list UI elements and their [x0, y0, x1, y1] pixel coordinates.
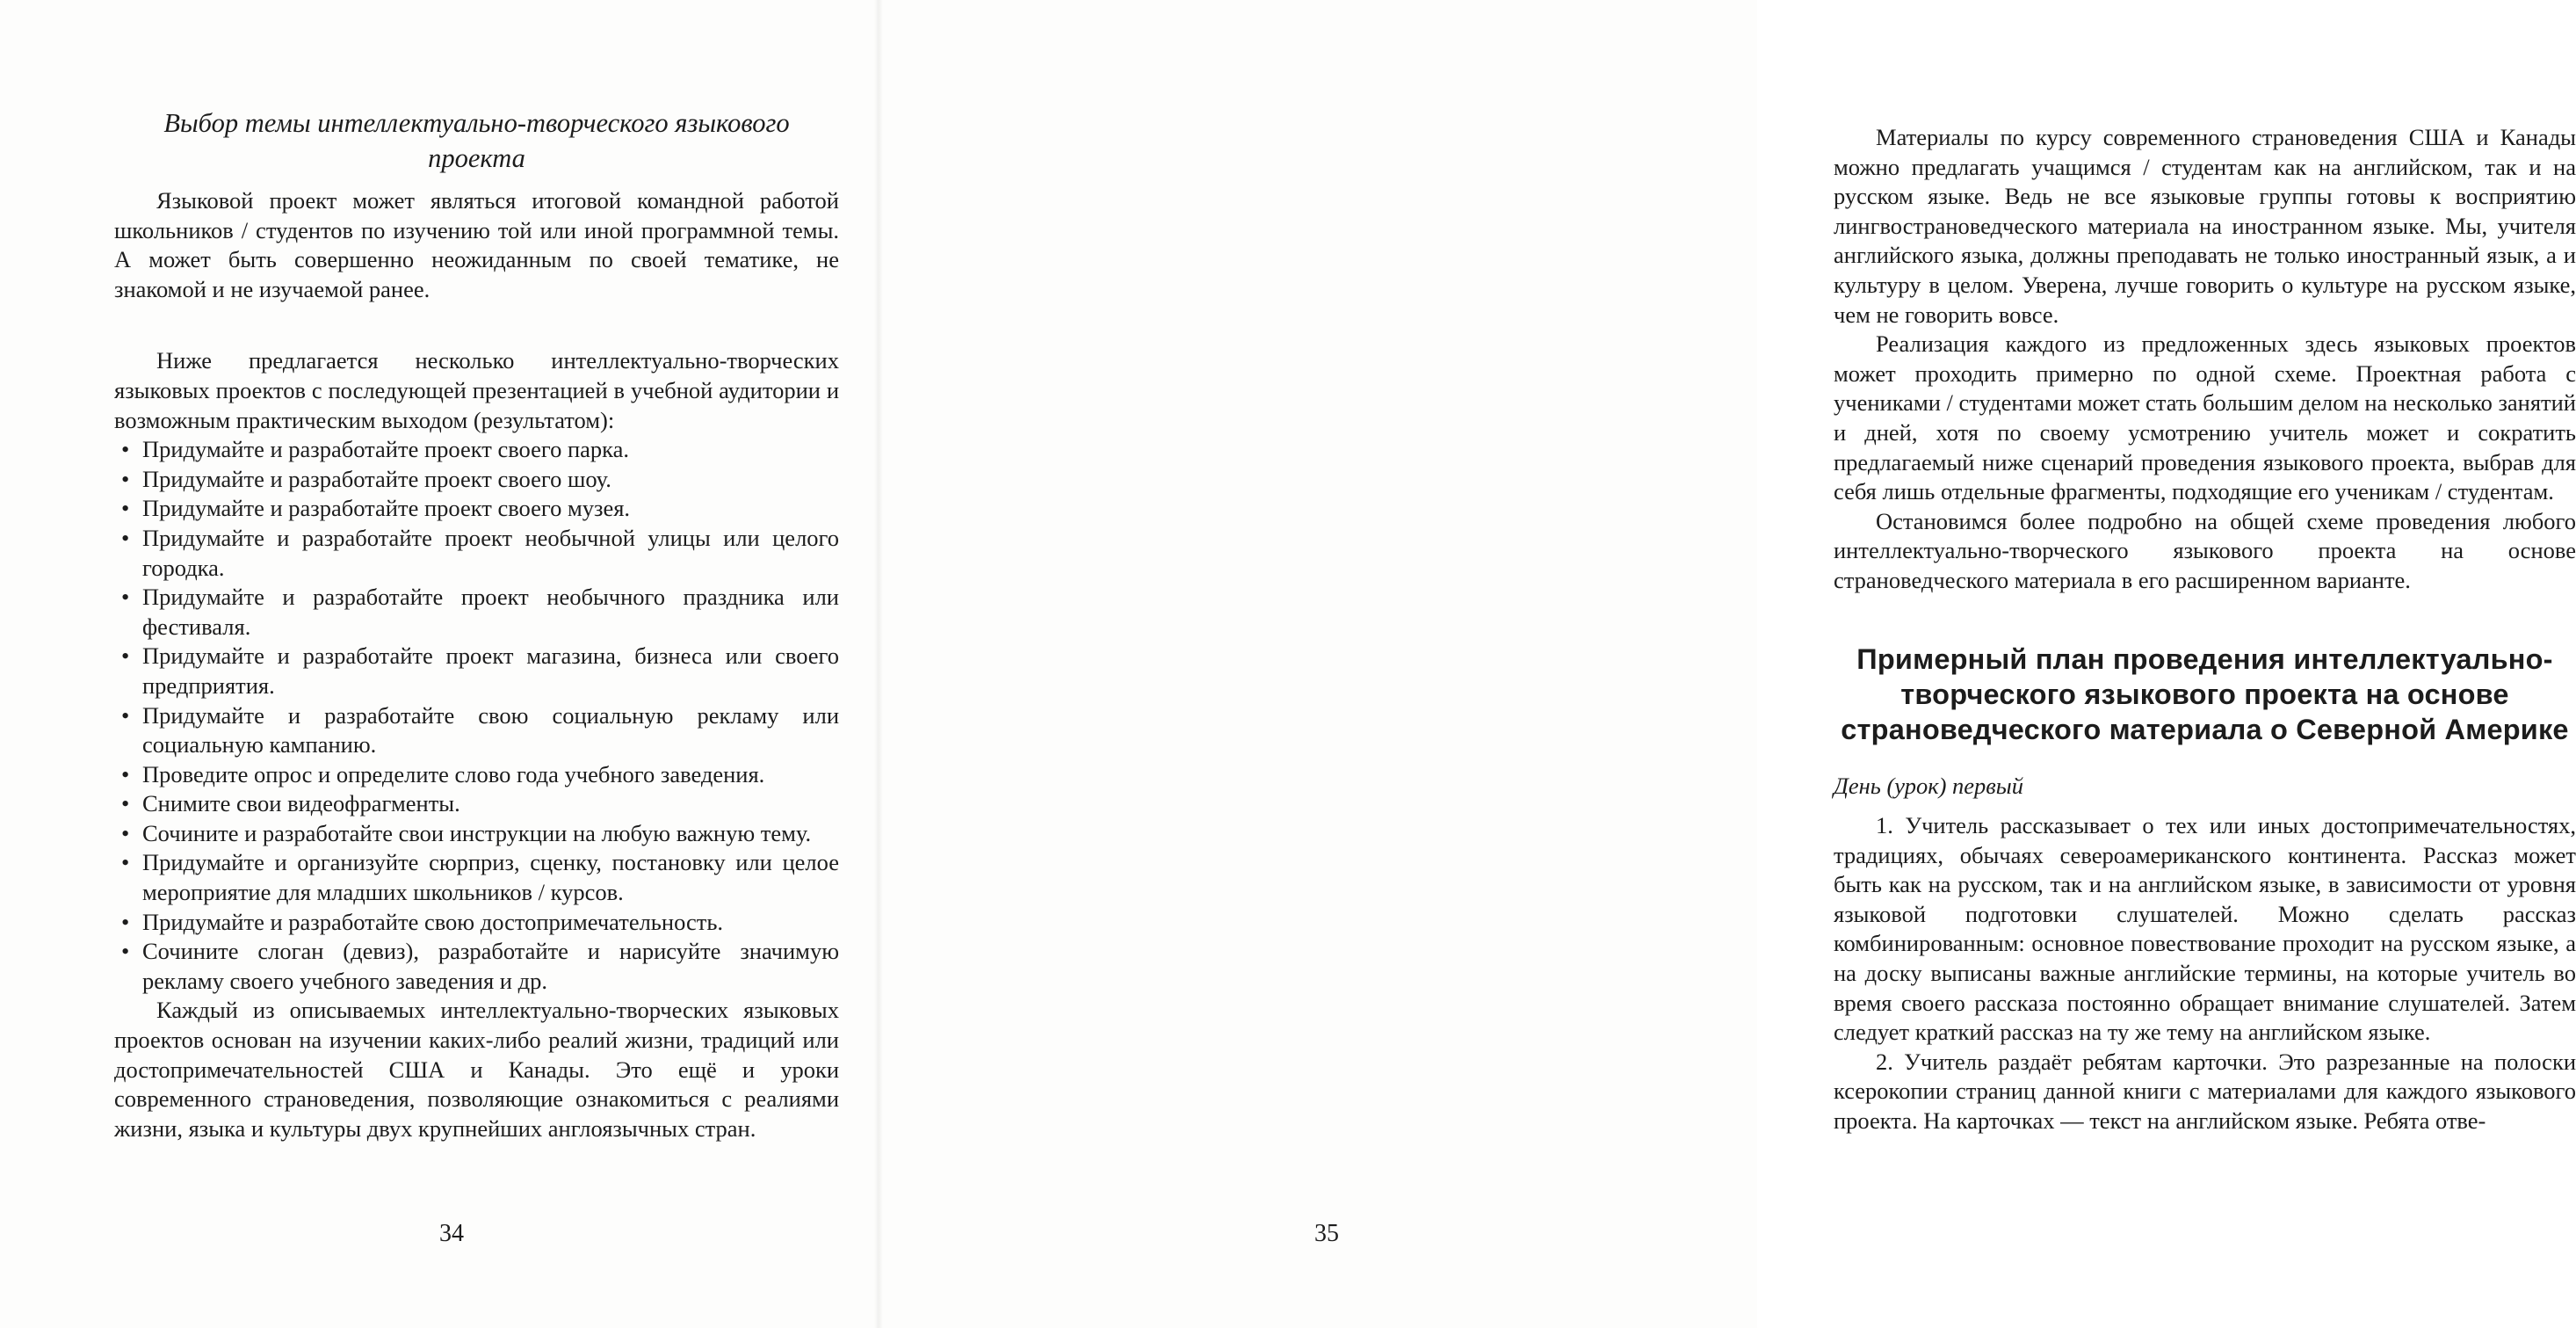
- list-item: • Придумайте и разработайте свою достопримечательность.: [142, 908, 839, 938]
- section-heading: Выбор темы интеллектуально-творческого языкового проекта: [163, 108, 790, 173]
- right-page-text: [1834, 123, 2576, 1136]
- left-page: [0, 0, 879, 1328]
- implementation-paragraph: Реализация каждого из предложенных здесь языковых проектов может проходить примерно по одной схеме. Проектная работа с учениками / студентами может стать большим делом на несколько занятий и дней, хотя по своему усмотрению учитель может и сократить предлагаемый ниже сценарий проведения языкового проекта, выбрав для себя лишь отдельные фрагменты, подходящие его ученикам / студентам.: [1834, 330, 2576, 505]
- left-page-text: [114, 98, 839, 1143]
- list-item: • Придумайте и организуйте сюрприз, сценку, постановку или целое мероприятие для младших школьников / курсов.: [142, 848, 839, 907]
- list-item: • Придумайте и разработайте проект своего музея.: [142, 494, 839, 524]
- plan-heading: Примерный план проведения интеллектуально-творческого языкового проекта на основе страноведческого материала о Северной Америке: [1841, 642, 2569, 745]
- list-item: • Проведите опрос и определите слово года учебного заведения.: [142, 760, 839, 790]
- right-page: [879, 0, 2576, 1328]
- step-two-paragraph: 2. Учитель раздаёт ребятам карточки. Это разрезанные на полоски ксерокопии страниц данной книги с материалами для каждого языкового проекта. На карточках — текст на английском языке. Ребята отве-: [1834, 1048, 2576, 1135]
- list-item: • Придумайте и разработайте свою социальную рекламу или социальную кампанию.: [142, 701, 839, 760]
- scheme-paragraph: Остановимся более подробно на общей схеме проведения любого интеллектуально-творческого языкового проекта на основе страноведческого материала в его расширенном варианте.: [1834, 507, 2576, 593]
- list-item: • Придумайте и разработайте проект магазина, бизнеса или своего предприятия.: [142, 642, 839, 700]
- project-ideas-list: [114, 435, 839, 996]
- list-item: • Сочините и разработайте свои инструкции на любую важную тему.: [142, 819, 839, 849]
- intro-paragraph: Языковой проект может являться итоговой командной работой школьников / студентов по изучению той или иной программной темы. А может быть совершенно неожиданным по своей тематике, не знакомой и не изучаемой ранее.: [114, 187, 839, 302]
- list-item: • Сочините слоган (девиз), разработайте и нарисуйте значимую рекламу своего учебного заведения и др.: [142, 937, 839, 996]
- step-one-paragraph: 1. Учитель рассказывает о тех или иных достопримечательностях, традициях, обычаях североамериканского континента. Рассказ может быть как на русском, так и на английском языке, в зависимости от уровня языковой подготовки слушателей. Можно сделать рассказ комбинированным: основное повествование проходит на русском языке, а на доску выписаны важные английские термины, на которые учитель во время своего рассказа постоянно обращает внимание слушателей. Затем следует краткий рассказ на ту же тему на английском языке.: [1834, 812, 2576, 1046]
- list-item: • Снимите свои видеофрагменты.: [142, 789, 839, 819]
- list-item: • Придумайте и разработайте проект необычной улицы или целого городка.: [142, 524, 839, 583]
- day-heading: День (урок) первый: [1834, 772, 2023, 799]
- list-item: • Придумайте и разработайте проект своего шоу.: [142, 465, 839, 495]
- closing-paragraph: Каждый из описываемых интеллектуально-творческих языковых проектов основан на изучении каких-либо реалий жизни, традиций или достопримечательностей США и Канады. Это ещё и уроки современного страноведения, позволяющие ознакомиться с реалиями жизни, языка и культуры двух крупнейших англоязычных стран.: [114, 997, 839, 1142]
- list-item: • Придумайте и разработайте проект необычного праздника или фестиваля.: [142, 583, 839, 642]
- materials-paragraph: Материалы по курсу современного страноведения США и Канады можно предлагать учащимся / студентам как на английском, так и на русском языке. Ведь не все языковые группы готовы к восприятию лингвострановедческого материала на иностранном языке. Мы, учителя английского языка, должны преподавать не только иностранный язык, а и культуру в целом. Уверена, лучше говорить о культуре на русском языке, чем не говорить вовсе.: [1834, 124, 2576, 328]
- list-item: • Придумайте и разработайте проект своего парка.: [142, 435, 839, 465]
- list-intro-paragraph: Ниже предлагается несколько интеллектуально-творческих языковых проектов с последующей презентацией в учебной аудитории и возможным практическим выходом (результатом):: [114, 347, 839, 433]
- page-number-right: 35: [1314, 1220, 1339, 1247]
- page-number-left: 34: [439, 1220, 464, 1247]
